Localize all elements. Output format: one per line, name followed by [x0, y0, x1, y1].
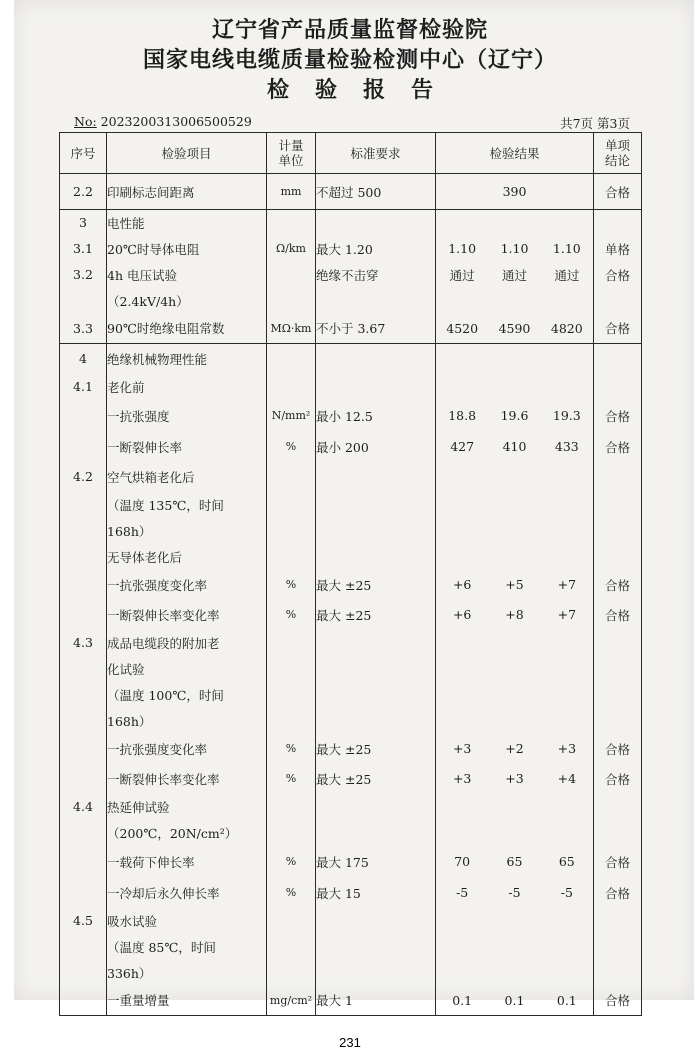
row-unit	[267, 682, 316, 708]
row-seq	[60, 518, 107, 544]
result-values	[436, 993, 593, 1008]
row-result	[436, 600, 594, 630]
row-item: 成品电缆段的附加老	[107, 630, 267, 656]
report-title: 检验报告	[266, 78, 459, 103]
table-row	[60, 518, 642, 544]
row-requirement	[316, 960, 436, 986]
result-value: +7	[557, 607, 577, 622]
result-values	[436, 854, 593, 869]
table-row	[60, 236, 642, 262]
row-unit	[267, 374, 316, 400]
table-row	[60, 934, 642, 960]
row-item: （温度 85℃，时间	[107, 934, 267, 960]
table-row	[60, 820, 642, 846]
result-value: 427	[450, 439, 475, 454]
result-value: -5	[456, 885, 469, 900]
row-conclusion: 合格	[594, 432, 642, 462]
col-item: 检验项目	[107, 133, 267, 174]
row-seq: 4.4	[60, 794, 107, 820]
row-result	[436, 374, 594, 400]
table-row	[60, 262, 642, 288]
row-seq: 2.2	[60, 174, 107, 210]
row-conclusion: 合格	[594, 174, 642, 210]
row-result	[436, 236, 594, 262]
row-result	[436, 708, 594, 734]
row-conclusion	[594, 794, 642, 820]
col-unit-line2: 单位	[278, 153, 304, 168]
result-value: 0.1	[504, 992, 525, 1008]
row-result	[436, 878, 594, 908]
row-requirement	[316, 908, 436, 934]
row-unit	[267, 518, 316, 544]
row-seq	[60, 600, 107, 630]
row-item: 20℃时导体电阻	[107, 236, 267, 262]
row-unit: MΩ·km	[267, 314, 316, 344]
row-requirement	[316, 630, 436, 656]
row-conclusion	[594, 908, 642, 934]
table-row	[60, 462, 642, 492]
row-item: 一断裂伸长率变化率	[107, 764, 267, 794]
result-value: +6	[452, 577, 472, 592]
col-seq: 序号	[60, 133, 107, 174]
row-conclusion: 合格	[594, 400, 642, 432]
result-value: +5	[505, 577, 524, 592]
table-row	[60, 374, 642, 400]
result-value: 通过	[501, 267, 527, 283]
row-result	[436, 344, 594, 374]
row-conclusion	[594, 374, 642, 400]
row-requirement: 最大 ±25	[316, 764, 436, 794]
row-requirement	[316, 708, 436, 734]
row-item: 4h 电压试验	[107, 262, 267, 288]
row-item: 老化前	[107, 374, 267, 400]
row-conclusion: 合格	[594, 262, 642, 288]
row-result	[436, 432, 594, 462]
table-body	[60, 174, 642, 1016]
row-seq: 4.2	[60, 462, 107, 492]
row-result	[436, 682, 594, 708]
row-conclusion	[594, 682, 642, 708]
row-conclusion	[594, 934, 642, 960]
row-result	[436, 400, 594, 432]
row-seq	[60, 986, 107, 1016]
row-requirement	[316, 344, 436, 374]
row-item: 一断裂伸长率变化率	[107, 600, 267, 630]
row-conclusion: 合格	[594, 878, 642, 908]
row-seq: 3.2	[60, 262, 107, 288]
row-conclusion	[594, 492, 642, 518]
row-conclusion	[594, 344, 642, 374]
result-value: +2	[505, 741, 524, 756]
result-values	[436, 439, 593, 454]
row-conclusion	[594, 544, 642, 570]
row-unit	[267, 344, 316, 374]
table-row	[60, 174, 642, 210]
row-item: 电性能	[107, 210, 267, 236]
result-value: +4	[557, 771, 577, 786]
col-unit	[267, 133, 316, 174]
row-unit: %	[267, 764, 316, 794]
result-value: 19.3	[552, 408, 581, 423]
row-requirement	[316, 656, 436, 682]
result-value: +6	[452, 607, 472, 622]
row-conclusion	[594, 288, 642, 314]
table-row	[60, 794, 642, 820]
row-result	[436, 656, 594, 682]
row-unit	[267, 210, 316, 236]
row-item: 绝缘机械物理性能	[107, 344, 267, 374]
result-value: 65	[558, 854, 575, 869]
row-seq	[60, 544, 107, 570]
row-conclusion: 单格	[594, 236, 642, 262]
table-row	[60, 288, 642, 314]
result-values	[436, 607, 593, 622]
row-conclusion	[594, 462, 642, 492]
row-conclusion: 合格	[594, 570, 642, 600]
table-row	[60, 544, 642, 570]
row-result	[436, 986, 594, 1016]
row-item: （温度 100℃，时间	[107, 682, 267, 708]
row-unit: mm	[267, 174, 316, 210]
row-result	[436, 794, 594, 820]
row-requirement	[316, 492, 436, 518]
result-value: 4590	[498, 320, 531, 336]
row-requirement: 最大 175	[316, 846, 436, 878]
row-result	[436, 492, 594, 518]
row-seq	[60, 934, 107, 960]
row-unit	[267, 934, 316, 960]
result-value: 1.10	[552, 241, 581, 256]
result-values	[436, 577, 593, 592]
row-unit	[267, 708, 316, 734]
row-result	[436, 262, 594, 288]
result-value: +3	[452, 771, 472, 786]
row-result	[436, 518, 594, 544]
row-result	[436, 288, 594, 314]
row-conclusion: 合格	[594, 314, 642, 344]
row-seq: 4.5	[60, 908, 107, 934]
row-unit: Ω/km	[267, 236, 316, 262]
row-conclusion: 合格	[594, 600, 642, 630]
row-result	[436, 544, 594, 570]
row-unit	[267, 492, 316, 518]
row-seq	[60, 846, 107, 878]
table-row	[60, 908, 642, 934]
table-row	[60, 492, 642, 518]
row-unit	[267, 656, 316, 682]
col-conclusion-line1: 单项	[604, 138, 630, 153]
row-item: 无导体老化后	[107, 544, 267, 570]
row-requirement	[316, 462, 436, 492]
row-seq: 3.3	[60, 314, 107, 344]
row-seq: 3	[60, 210, 107, 236]
row-conclusion	[594, 518, 642, 544]
row-conclusion	[594, 210, 642, 236]
row-seq	[60, 492, 107, 518]
result-values	[436, 241, 593, 256]
row-seq	[60, 432, 107, 462]
result-values	[436, 741, 593, 756]
row-seq: 4.3	[60, 630, 107, 656]
row-requirement: 最大 ±25	[316, 600, 436, 630]
row-seq	[60, 708, 107, 734]
result-value: 433	[554, 439, 579, 454]
row-seq	[60, 878, 107, 908]
row-item: 一断裂伸长率	[107, 432, 267, 462]
table-header-row	[60, 133, 642, 174]
result-value: +3	[452, 741, 472, 756]
row-result	[436, 734, 594, 764]
row-unit	[267, 262, 316, 288]
row-unit: %	[267, 734, 316, 764]
row-seq	[60, 734, 107, 764]
row-result	[436, 210, 594, 236]
row-seq: 3.1	[60, 236, 107, 262]
row-result	[436, 314, 594, 344]
result-value: 410	[502, 439, 527, 454]
row-item: 一载荷下伸长率	[107, 846, 267, 878]
report-title-block	[0, 16, 700, 106]
result-value: +3	[505, 771, 524, 786]
row-unit	[267, 794, 316, 820]
report-number-label: No:	[74, 114, 97, 129]
row-item: 热延伸试验	[107, 794, 267, 820]
table-row	[60, 432, 642, 462]
row-unit	[267, 544, 316, 570]
row-requirement: 最小 200	[316, 432, 436, 462]
row-item: 化试验	[107, 656, 267, 682]
row-result	[436, 846, 594, 878]
row-seq	[60, 764, 107, 794]
row-result	[436, 764, 594, 794]
row-item: 一抗张强度	[107, 400, 267, 432]
row-conclusion	[594, 630, 642, 656]
row-item: 一冷却后永久伸长率	[107, 878, 267, 908]
row-conclusion: 合格	[594, 764, 642, 794]
row-requirement	[316, 288, 436, 314]
page-count: 共7页 第3页	[560, 116, 630, 131]
col-unit-line1: 计量	[278, 138, 304, 153]
row-unit: N/mm²	[267, 400, 316, 432]
row-unit: %	[267, 570, 316, 600]
result-value: 19.6	[500, 408, 529, 423]
result-values	[436, 266, 593, 284]
page-number: 231	[339, 1035, 361, 1050]
row-conclusion: 合格	[594, 734, 642, 764]
row-item: 吸水试验	[107, 908, 267, 934]
row-unit: %	[267, 600, 316, 630]
row-unit	[267, 960, 316, 986]
row-unit: mg/cm²	[267, 986, 316, 1016]
row-result: 390	[436, 174, 594, 210]
row-item: 一抗张强度变化率	[107, 734, 267, 764]
table-row	[60, 846, 642, 878]
result-value: 18.8	[448, 408, 477, 423]
report-number-value: 2023200313006500529	[100, 114, 252, 129]
result-value: -5	[560, 885, 573, 900]
result-values	[436, 885, 593, 900]
result-value: +7	[557, 577, 577, 592]
row-item: （200℃，20N/cm²）	[107, 820, 267, 846]
result-value: 0.1	[452, 992, 473, 1008]
table-row	[60, 878, 642, 908]
table-row	[60, 734, 642, 764]
result-value: +8	[505, 607, 524, 622]
col-conclusion	[594, 133, 642, 174]
result-value: 65	[506, 854, 523, 869]
row-conclusion	[594, 820, 642, 846]
row-requirement: 绝缘不击穿	[316, 262, 436, 288]
result-value: 通过	[449, 267, 475, 283]
result-value: -5	[508, 885, 521, 900]
row-seq: 4.1	[60, 374, 107, 400]
row-unit: %	[267, 878, 316, 908]
row-item: 一抗张强度变化率	[107, 570, 267, 600]
row-seq: 4	[60, 344, 107, 374]
table-row	[60, 708, 642, 734]
row-requirement	[316, 820, 436, 846]
row-seq	[60, 570, 107, 600]
table-row	[60, 986, 642, 1016]
table-row	[60, 400, 642, 432]
row-requirement: 最大 1.20	[316, 236, 436, 262]
row-conclusion	[594, 960, 642, 986]
row-requirement: 最大 15	[316, 878, 436, 908]
row-requirement: 不超过 500	[316, 174, 436, 210]
row-conclusion	[594, 708, 642, 734]
row-requirement: 不小于 3.67	[316, 314, 436, 344]
row-requirement: 最大 1	[316, 986, 436, 1016]
table-row	[60, 344, 642, 374]
row-result	[436, 462, 594, 492]
table-row	[60, 570, 642, 600]
row-conclusion: 合格	[594, 986, 642, 1016]
table-row	[60, 764, 642, 794]
row-requirement	[316, 518, 436, 544]
result-values	[436, 771, 593, 786]
row-requirement	[316, 794, 436, 820]
row-result	[436, 820, 594, 846]
row-item: （2.4kV/4h）	[107, 288, 267, 314]
row-item: 一重量增量	[107, 986, 267, 1016]
result-value: 70	[454, 854, 471, 869]
row-result	[436, 960, 594, 986]
row-item: 168h）	[107, 518, 267, 544]
result-value: +3	[557, 741, 577, 756]
row-seq	[60, 682, 107, 708]
result-values	[436, 408, 593, 423]
row-result	[436, 908, 594, 934]
col-requirement: 标准要求	[316, 133, 436, 174]
row-requirement: 最大 ±25	[316, 570, 436, 600]
row-requirement	[316, 544, 436, 570]
row-item: （温度 135℃，时间	[107, 492, 267, 518]
row-result	[436, 934, 594, 960]
row-result	[436, 630, 594, 656]
row-requirement: 最大 ±25	[316, 734, 436, 764]
row-unit	[267, 820, 316, 846]
table-row	[60, 314, 642, 344]
institute-title: 辽宁省产品质量监督检验院	[211, 18, 488, 43]
results-table	[59, 132, 642, 1016]
row-seq	[60, 820, 107, 846]
result-value: 0.1	[556, 992, 577, 1008]
center-title: 国家电线电缆质量检验检测中心（辽宁）	[142, 48, 557, 73]
row-requirement	[316, 934, 436, 960]
row-item: 印刷标志间距离	[107, 174, 267, 210]
row-unit	[267, 630, 316, 656]
row-item: 空气烘箱老化后	[107, 462, 267, 492]
report-number	[74, 114, 252, 129]
table-row	[60, 630, 642, 656]
row-seq	[60, 288, 107, 314]
result-value: 1.10	[448, 241, 477, 256]
result-value: 4820	[550, 320, 583, 336]
result-value: 4520	[446, 320, 479, 336]
row-requirement: 最小 12.5	[316, 400, 436, 432]
row-item: 90℃时绝缘电阻常数	[107, 314, 267, 344]
row-item: 336h）	[107, 960, 267, 986]
col-conclusion-line2: 结论	[604, 153, 630, 168]
row-unit: %	[267, 432, 316, 462]
row-unit	[267, 288, 316, 314]
table-row	[60, 682, 642, 708]
result-value: 通过	[554, 267, 580, 283]
row-conclusion	[594, 656, 642, 682]
row-seq	[60, 960, 107, 986]
result-value: 1.10	[500, 241, 529, 256]
row-unit: %	[267, 846, 316, 878]
row-item: 168h）	[107, 708, 267, 734]
col-result: 检验结果	[436, 133, 594, 174]
row-seq	[60, 656, 107, 682]
row-requirement	[316, 682, 436, 708]
result-values	[436, 321, 593, 336]
row-conclusion: 合格	[594, 846, 642, 878]
row-requirement	[316, 374, 436, 400]
row-result	[436, 570, 594, 600]
row-unit	[267, 908, 316, 934]
table-row	[60, 656, 642, 682]
row-seq	[60, 400, 107, 432]
row-unit	[267, 462, 316, 492]
table-row	[60, 210, 642, 236]
table-row	[60, 960, 642, 986]
table-row	[60, 600, 642, 630]
row-requirement	[316, 210, 436, 236]
